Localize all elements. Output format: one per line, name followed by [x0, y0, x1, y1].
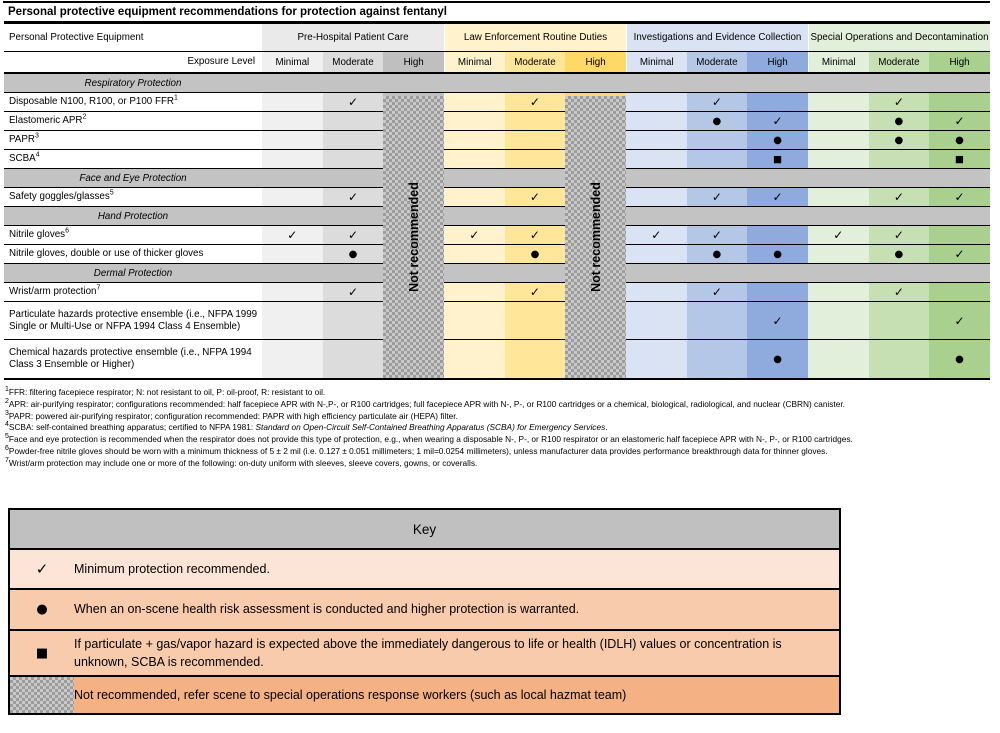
level-header-cell: Minimal [444, 52, 505, 72]
mark-cell [444, 283, 505, 301]
table-row [4, 93, 990, 112]
key-text: When an on-scene health risk assessment is conducted and higher protection is warranted. [74, 602, 580, 617]
mark-cell [687, 131, 748, 149]
mark-cell: ● [869, 112, 930, 130]
mark-cell: ● [747, 245, 808, 263]
mark-cell [262, 340, 323, 378]
mark-cell [444, 188, 505, 206]
mark-cell: ✓ [869, 188, 930, 206]
mark-cell [505, 340, 566, 378]
mark-cell: ● [869, 245, 930, 263]
mark-cell: ■ [929, 150, 990, 168]
mark-cell: ● [869, 131, 930, 149]
table-row [4, 188, 990, 207]
mark-cell [808, 283, 869, 301]
mark-cell [505, 112, 566, 130]
mark-cell: ● [747, 340, 808, 378]
row-label: SCBA$^4$ [4, 150, 262, 168]
section-row [4, 207, 990, 226]
table-row [4, 150, 990, 169]
level-header-cell: Moderate [323, 52, 384, 72]
mark-cell [444, 302, 505, 339]
mark-cell [505, 150, 566, 168]
mark-cell: ● [929, 340, 990, 378]
mark-cell: ✓ [626, 226, 687, 244]
mark-cell [262, 245, 323, 263]
table-row [4, 245, 990, 264]
mark-cell [262, 302, 323, 339]
not-recommended-overlay-law-enforcement-high [565, 96, 626, 378]
mark-cell: ✓ [808, 226, 869, 244]
mark-cell [262, 283, 323, 301]
mark-cell [929, 226, 990, 244]
mark-cell: ✓ [929, 302, 990, 339]
mark-cell: ✓ [869, 283, 930, 301]
mark-cell [505, 302, 566, 339]
footnote: $^5$Face and eye protection is recommended when the respirator does not provide this type of protection, e.g., when wearing a disposable N-, P-, or R100 respirator or an elastomeric half facepiece APR with N-, P-, or R100 cartridges. [5, 433, 853, 445]
mark-cell: ✓ [323, 226, 384, 244]
level-header-cell: High [929, 52, 990, 72]
mark-cell [929, 93, 990, 111]
square-icon: ■ [35, 645, 49, 661]
mark-cell: ● [747, 131, 808, 149]
mark-cell [626, 283, 687, 301]
table-row [4, 340, 990, 378]
mark-cell [808, 150, 869, 168]
mark-cell [808, 340, 869, 378]
mark-cell [323, 340, 384, 378]
mark-cell: ● [687, 245, 748, 263]
mark-cell [323, 150, 384, 168]
mark-cell [262, 188, 323, 206]
level-header-cell: High [565, 52, 626, 72]
footnote: $^3$PAPR: powered air-purifying respirator; configuration recommended: PAPR with high efficiency particulate air (HEPA) filter. [5, 409, 458, 421]
mark-cell: ■ [747, 150, 808, 168]
key-text: Minimum protection recommended. [74, 561, 270, 576]
mark-cell [626, 112, 687, 130]
row-label: Safety goggles/glasses$^5$ [4, 188, 262, 206]
mark-cell [808, 245, 869, 263]
mark-cell [626, 245, 687, 263]
mark-cell [808, 93, 869, 111]
hatch-swatch [10, 677, 74, 713]
table-row [4, 302, 990, 340]
column-group-law-enforcement: Law Enforcement Routine Duties [444, 24, 626, 51]
level-header-cell: Minimal [808, 52, 869, 72]
key-row [10, 677, 839, 713]
group-header-row [4, 24, 990, 52]
mark-cell [869, 340, 930, 378]
row-label: Disposable N100, R100, or P100 FFR$^1$ [4, 93, 262, 111]
mark-cell: ✓ [444, 226, 505, 244]
footnotes [5, 387, 997, 470]
row-label: Nitrile gloves, double or use of thicker gloves [4, 245, 262, 263]
column-group-special-operations: Special Operations and Decontamination [808, 24, 990, 51]
section-row [4, 169, 990, 188]
section-label: Respiratory Protection [84, 77, 182, 89]
section-row [4, 74, 990, 93]
row-label: Particulate hazards protective ensemble (i.e., NFPA 1999 Single or Multi-Use or NFPA 1994 Class 4 Ensemble) [4, 302, 262, 339]
mark-cell [323, 302, 384, 339]
mark-cell [626, 93, 687, 111]
mark-cell [626, 150, 687, 168]
key-row [10, 550, 839, 590]
mark-cell [323, 131, 384, 149]
column-group-investigations: Investigations and Evidence Collection [626, 24, 808, 51]
mark-cell: ✓ [323, 188, 384, 206]
key-table [8, 508, 841, 715]
table-row [4, 283, 990, 302]
mark-cell [444, 93, 505, 111]
mark-cell: ✓ [929, 112, 990, 130]
mark-cell: ✓ [323, 283, 384, 301]
mark-cell [929, 283, 990, 301]
level-header-cell: High [383, 52, 444, 72]
mark-cell: ● [929, 131, 990, 149]
mark-cell [444, 112, 505, 130]
top-rule [3, 1, 990, 3]
mark-cell [444, 150, 505, 168]
level-header-cell: Minimal [262, 52, 323, 72]
ppe-table [4, 21, 990, 380]
mark-cell: ✓ [687, 226, 748, 244]
mark-cell [505, 131, 566, 149]
not-recommended-label: Not recommended [406, 182, 421, 292]
mark-cell [869, 150, 930, 168]
mark-cell [444, 131, 505, 149]
mark-cell [444, 340, 505, 378]
dot-icon: ● [36, 602, 48, 617]
exposure-level-row [4, 52, 990, 74]
table-body [4, 74, 990, 378]
level-header-cell: High [747, 52, 808, 72]
row-label: Chemical hazards protective ensemble (i.e., NFPA 1994 Class 3 Ensemble or Higher) [4, 340, 262, 378]
check-icon: ✓ [35, 560, 49, 578]
level-header-cell: Moderate [505, 52, 566, 72]
mark-cell: ● [323, 245, 384, 263]
mark-cell [323, 112, 384, 130]
mark-cell [262, 131, 323, 149]
table-row [4, 131, 990, 150]
footnote: $^7$Wrist/arm protection may include one or more of the following: on-duty uniform with sleeves, sleeve covers, gowns, or coveralls. [5, 457, 478, 468]
mark-cell [626, 340, 687, 378]
page-title: Personal protective equipment recommendations for protection against fentanyl [8, 6, 447, 18]
level-header-cell: Moderate [687, 52, 748, 72]
mark-cell [747, 93, 808, 111]
mark-cell [687, 150, 748, 168]
mark-cell: ✓ [262, 226, 323, 244]
mark-cell: ✓ [869, 226, 930, 244]
mark-cell [626, 188, 687, 206]
table-row [4, 112, 990, 131]
mark-cell: ✓ [687, 93, 748, 111]
column-group-prehospital: Pre-Hospital Patient Care [262, 24, 444, 51]
level-header-cell: Moderate [869, 52, 930, 72]
level-header-cell: Minimal [626, 52, 687, 72]
table-row [4, 226, 990, 245]
mark-cell [262, 112, 323, 130]
mark-cell: ✓ [747, 112, 808, 130]
mark-cell: ✓ [505, 283, 566, 301]
mark-cell [626, 302, 687, 339]
mark-cell: ✓ [687, 283, 748, 301]
mark-cell: ✓ [747, 188, 808, 206]
mark-cell: ● [687, 112, 748, 130]
mark-cell: ✓ [505, 93, 566, 111]
row-label: PAPR$^3$ [4, 131, 262, 149]
section-label: Dermal Protection [93, 267, 173, 279]
exposure-level-label: Exposure Level [4, 52, 262, 72]
mark-cell [687, 302, 748, 339]
mark-cell [808, 131, 869, 149]
mark-cell: ✓ [929, 245, 990, 263]
not-recommended-overlay-prehospital-high [383, 96, 444, 378]
footnote: $^6$Powder-free nitrile gloves should be worn with a minimum thickness of 5 ± 2 mil (i.e. 0.127 ± 0.051 millimeters; 1 mil=0.0254 millimeters), unless manufacturer data provides performance breakthrough data for thinner gloves. [5, 445, 828, 456]
mark-cell [808, 188, 869, 206]
mark-cell [808, 112, 869, 130]
mark-cell [626, 131, 687, 149]
key-title: Key [10, 510, 839, 550]
mark-cell: ✓ [687, 188, 748, 206]
mark-cell [262, 150, 323, 168]
mark-cell [262, 93, 323, 111]
mark-cell [808, 302, 869, 339]
mark-cell: ● [505, 245, 566, 263]
row-label: Nitrile gloves$^6$ [4, 226, 262, 244]
key-row [10, 631, 839, 677]
footnote: $^2$APR: air-purifying respirator; configurations recommended: half facepiece APR with N-,P-, or R100 cartridges; full facepiece APR with N-, P-, or R100 cartridges or a chemical, biological, radiological, and nuclear (CBRN) canister. [5, 398, 845, 409]
mark-cell [747, 283, 808, 301]
mark-cell: ✓ [869, 93, 930, 111]
mark-cell [444, 245, 505, 263]
mark-cell: ✓ [929, 188, 990, 206]
mark-cell: ✓ [505, 188, 566, 206]
footnote: $^1$FFR: filtering facepiece respirator; N: not resistant to oil, P: oil-proof, R: resistant to oil. [5, 386, 326, 397]
section-label: Face and Eye Protection [79, 172, 187, 184]
mark-cell [687, 340, 748, 378]
mark-cell: ✓ [323, 93, 384, 111]
section-label: Hand Protection [97, 210, 169, 222]
key-text: Not recommended, refer scene to special operations response workers (such as local hazmat team) [74, 687, 627, 702]
mark-cell [869, 302, 930, 339]
mark-cell: ✓ [747, 302, 808, 339]
mark-cell [747, 226, 808, 244]
ppe-column-header: Personal Protective Equipment [4, 24, 262, 51]
footnote: $^4$SCBA: self-contained breathing apparatus; certified to NFPA 1981: Standard on Open-Circuit Self-Contained Breathing Apparatus (SCBA) for Emergency Services. [5, 421, 608, 433]
key-rows [10, 550, 839, 713]
row-label: Elastomeric APR$^2$ [4, 112, 262, 130]
key-text: If particulate + gas/vapor hazard is expected above the immediately dangerous to life or health (IDLH) values or concentration is unknown, SCBA is recommended. [74, 636, 782, 669]
mark-cell: ✓ [505, 226, 566, 244]
row-label: Wrist/arm protection$^7$ [4, 283, 262, 301]
section-row [4, 264, 990, 283]
key-row [10, 590, 839, 631]
not-recommended-label: Not recommended [588, 182, 603, 292]
